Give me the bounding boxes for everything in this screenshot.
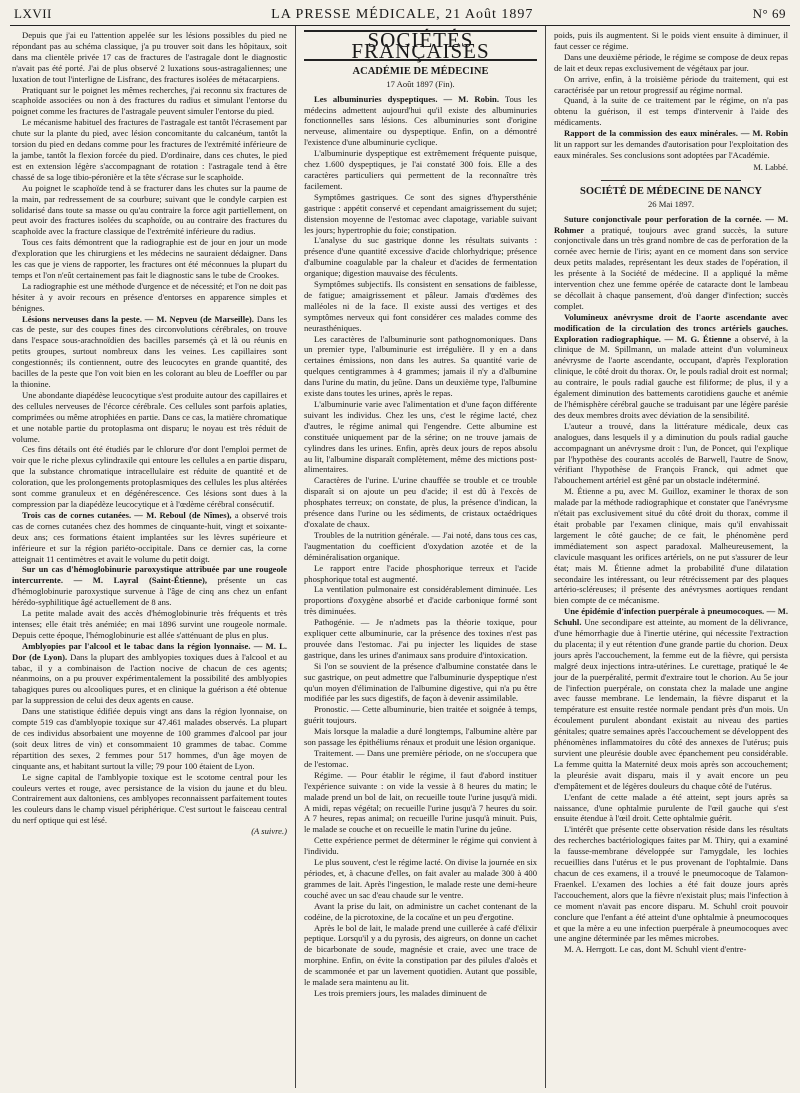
article-heading: Les albuminuries dyspeptiques. — M. Robin.: [314, 93, 499, 104]
journal-title: LA PRESSE MÉDICALE, 21 Août 1897: [271, 7, 534, 22]
article-heading: Lésions nerveuses dans la peste. — M. Nepveu (de Marseille).: [22, 313, 254, 324]
article-text: Tous les médecins admettent aujourd'hui qu'il existe des albuminuries fonctionnelles sans lésions. Ces albuminuries sont d'origine nerveuse, alimentaire ou dyspeptique. Enfin, on a démontré l'existence d'une albuminurie cyclique.: [304, 93, 537, 148]
article-text: a observé, à la clinique de M. Spillmann, un malade atteint d'un volumineux anévrysme de l'aorte ascendante, occupant, d'après l'exploration clinique, le côté droit du thorax. Or, le pouls radial droit est normal; au contraire, le pouls radial gauche est filiforme; de plus, il y a également diminution des battements carotidiens gauche et anémie de l'hémisphère cérébral gauche se traduisant par une légère parésie des deux membres droits avec déviation de la sensibilité.: [554, 333, 788, 420]
column-middle: [296, 26, 546, 1088]
paragraph: Traitement. — Dans une première période, on ne s'occupera que de l'estomac.: [304, 748, 537, 769]
paragraph: Mais lorsque la maladie a duré longtemps, l'albumine altère par son passage les épithéliums rénaux et produit une lésion organique.: [304, 726, 537, 748]
paragraph: L'intérêt que présente cette observation réside dans les résultats des recherches bactériologiques faites par M. Thiry, qui a examiné la fausse-membrane développée sur l'amygdale, les lochies recueillies dans l'utérus et le pus provenant de l'ophtalmie. Dans chacun de ces examens, il a trouvé le pneumocoque de Talamon-Fraenkel. L'examen des lochies a été fait douze jours après l'accouchement, alors que la fièvre n'existait plus; mais l'infection à ce moment n'avait pas encore disparu. M. Schuhl croit pouvoir conclure que l'enfant a été atteint d'une ophtalmie à pneumocoques et que la mère a eu une infection puerpérale à pneumocoques avec une angine déterminée par les mêmes microbes.: [554, 824, 788, 944]
article-entry: [554, 606, 788, 791]
session-date: 26 Mai 1897.: [647, 198, 695, 209]
paragraph: poids, puis ils augmentent. Si le poids vient ensuite à diminuer, il faut cesser ce régime.: [554, 30, 788, 51]
paragraph: L'albuminurie dyspeptique est extrêmement fréquente puisque, chez 1.600 dyspeptiques, je l'ai constaté 300 fois. Elle a des caractères particuliers qui permettent de la reconnaître très facilement.: [304, 148, 537, 191]
paragraph: On arrive, enfin, à la troisième période du traitement, qui est caractérisée par un retour progressif au régime normal.: [554, 73, 788, 95]
paragraph: Depuis que j'ai eu l'attention appelée sur les lésions possibles du pied ne répondant pas au schéma classique, j'a pu trouver soit dans les hôpitaux, soit dans ma clientèle privée 17 cas de fractures de l'astragale dont le diagnostic n'avait pas été porté. J'ai de plus observé 2 luxations sous-astragaliennes; une luxation de tout l'interligne de Lisfranc, des fractures isolées de métacarpiens.: [12, 30, 287, 84]
paragraph: Quand, à la suite de ce traitement par le régime, on n'a pas obtenu la guérison, il est temps d'intervenir à l'aide des médicaments.: [554, 95, 788, 128]
paragraph: Le rapport entre l'acide phosphorique terreux et l'acide phosphorique total est augmenté.: [304, 562, 537, 584]
paragraph: Dans une deuxième période, le régime se compose de deux repas de lait et deux repas exclusivement de végétaux par jour.: [554, 51, 788, 73]
article-text: Dans les cas de peste, sur des coupes fines des circonvolutions cérébrales, on trouve dans l'espace sous-arachnoïdien des bacilles parsemés çà et là ou réunis en petits groupes, surtout nombreux dans les veines. Les capillaires sont congestionnés; ils contiennent, outre des leucocytes en grande quantité, des bacilles de la peste que l'on voit bien en les colorant au bleu de Loeffler ou par la thionine.: [12, 313, 287, 389]
paragraph: Une abondante diapédèse leucocytique s'est produite autour des capillaires et des cellules nerveuses de l'écorce cérébrale. Ces cellules sont parfois aplaties, comprimées ou même atrophiées en partie. Dans ce cas, la matière chromatique et une notable partie du protoplasma ont disparu; le noyau est très réduit de volume.: [12, 389, 287, 444]
paragraph: Le signe capital de l'amblyopie toxique est le scotome central pour les couleurs vertes et rouge, avec persistance de la vision du jaune et du bleu. Contrairement aux daltoniens, ces amblyopes reconnaissent parfaitement toutes les couleurs dans le champ visuel périphérique. C'est surtout le faisceau central du nerf optique qui est lésé.: [12, 771, 287, 826]
paragraph: La petite malade avait des accès d'hémoglobinurie très fréquents et très intenses; elle était très anémiée; en mai 1896 survint une rougeole normale. Depuis cette époque, l'hémoglobinurie est allée s'atténuant de plus en plus.: [12, 608, 287, 640]
paragraph: La radiographie est une méthode d'urgence et de nécessité; et l'on ne doit pas hésiter à y avoir recours en présence d'entorses en apparence simples et bénignes.: [12, 280, 287, 313]
paragraph: Régime. — Pour établir le régime, il faut d'abord instituer l'expérience suivante : on vide la vessie à 8 heures du matin; le malade prend un bol de lait, on recueille toute l'urine jusqu'à midi. A midi, repas végétal; on recueille l'urine jusqu'à 7 heures du soir. A 7 heures, repas animal; on recueille l'urine jusqu'à minuit. Puis, le malade se couche et on recueille le matin l'urine du jeûne.: [304, 769, 537, 835]
society-heading: ACADÉMIE DE MÉDECINE: [352, 65, 489, 77]
author-signature: M. Labbé.: [753, 162, 788, 172]
paragraph: Les trois premiers jours, les malades diminuent de: [314, 987, 487, 998]
paragraph: L'enfant de cette malade a été atteint, sept jours après sa naissance, d'une ophtalmie purulente de l'œil gauche qui s'est ensuite étendue à l'œil droit. Cette ophtalmie guérit.: [554, 791, 788, 824]
session-date: 17 Août 1897 (Fin).: [386, 78, 455, 89]
paragraph: Après le bol de lait, le malade prend une cuillerée à café d'élixir peptique. Lorsqu'il y a du pyrosis, des aigreurs, on donne un cachet de bicarbonate de soude, magnésie et craie, avec une trace de morphine. Enfin, on évite la constipation par des pilules d'aloès et de scammonée et par un lavement quotidien. Autant que possible, le malade sera maintenu au lit.: [304, 922, 537, 988]
column-left: [10, 26, 296, 1088]
article-entry: [304, 94, 537, 149]
volume-number: LXVII: [14, 6, 52, 21]
article-entry: [12, 314, 287, 390]
paragraph: Pathogénie. — Je n'admets pas la théorie toxique, pour expliquer cette albuminurie, car la présence des toxines n'est pas prouvée dans l'estomac. J'ai pu injecter les liquides de stase gastrique, dans les urines d'animaux sans produire d'intoxication.: [304, 617, 537, 660]
article-entry: [554, 312, 788, 421]
article-heading: Volumineux anévrysme droit de l'aorte ascendante avec modification de la circulation des troncs artériels gauches. Exploration radiographique. — M. G. Étienne: [554, 311, 788, 344]
society-heading: SOCIÉTÉ DE MÉDECINE DE NANCY: [579, 185, 763, 197]
paragraph: Cette expérience permet de déterminer le régime qui convient à l'individu.: [304, 835, 537, 857]
paragraph: Tous ces faits démontrent que la radiographie est de jour en jour un mode d'exploration que les chirurgiens et les médecins ne sauraient dédaigner. Dans les cas que je viens de rapporter, les fractures ont été méconnues la plupart du temps et l'on n'eût certainement pas fait le diagnostic sans le tube de Crookes.: [12, 237, 287, 280]
paragraph: Pronostic. — Cette albuminurie, bien traitée et soignée à temps, guérit toujours.: [304, 704, 537, 726]
article-entry: [12, 564, 287, 608]
article-text: lit un rapport sur les demandes d'autorisation pour l'exploitation des eaux minérales. Ses conclusions sont adoptées par l'Académie.: [554, 139, 788, 160]
article-heading: Suture conjonctivale pour perforation de la cornée. — M. Rohmer: [554, 213, 788, 235]
column-right: [546, 26, 790, 1088]
paragraph: Le mécanisme habituel des fractures de l'astragale est tantôt l'écrasement par chute sur la plante du pied, avec lésion concomitante du calcanéum, tantôt la torsion du pied en dedans comme pour les fractures de l'extrémité inférieure de la jambe, tantôt la flexion forcée du pied. D'ordinaire, dans ces chutes, le pied est en extension légère s'accompagnant de rotation : l'astragale tend à être chassé de sa loge tibio-péronière et la tête s'écrase sur le scaphoïde.: [12, 117, 287, 182]
article-text: a pratiqué, toujours avec grand succès, la suture conjonctivale dans un très grand nombre de cas de perforation de la cornée avec hernie de l'iris; ayant en ce moment dans son service deux petits malades, représentant les deux stades de l'opération, il les présente à la Société de médecine. Il a appliqué la même intervention chez une femme opérée de cataracte dont le lambeau se décollait à chaque pansement, d'où danger d'infection; succès complet.: [554, 224, 788, 311]
article-text: Une secondipare est atteinte, au moment de la délivrance, d'une hémorrhagie due à l'inertie utérine, qui nécessite l'extraction du placenta; il y eut rétention d'une grande partie du chorion. Deux jours après l'accouchement, la femme eut de la fièvre, qui persista malgré deux injections intra-utérines. Le curettage, pratiqué le 4e jour de la puerpéralité, permit d'extraire tout le chorion. Au 5e jour de l'infection puerpérale, on constata chez la malade une angine avec fausse membrane. Le lendemain, la fièvre disparut et la température est ensuite restée normale pendant près d'un mois. Un écoulement purulent abondant existait au niveau des parties génitales; quatre semaines après l'accouchement se développent des phénomènes inflammatoires du côté des annexes de l'utérus; puis survient une pleurésie double avec épanchement peu considérable. La femme quitta la Maternité deux mois après son accouchement; la pleurésie avait disparu, mais il y avait encore un peu d'empâtement et de légères douleurs du chaque côté de l'utérus.: [554, 617, 788, 791]
article-heading: Amblyopies par l'alcool et le tabac dans la région lyonnaise. — M. L. Dor (de Lyon).: [12, 640, 287, 662]
paragraph: Symptômes gastriques. Ce sont des signes d'hypersthénie gastrique : appétit conservé et cependant amaigrissement du sujet; distension moyenne de l'estomac avec clapotage, variable suivant les jours; hypertrophie du foie; constipation.: [304, 191, 537, 235]
paragraph: M. Étienne a pu, avec M. Guilloz, examiner le thorax de son malade par la méthode radiographique et constater que l'anévrysme n'était pas exclusivement situé du côté droit du thorax, comme il était probable par l'examen clinique, mais qu'il envahissait largement le côté gauche; de ce fait, le phénomène perd immédiatement son aspect paradoxal. Malheureusement, la clavicule masquant les orifices artériels, on ne put s'assurer de leur état; mais M. Étienne admet la probabilité d'une dilatation secondaire les intéressant, ou leur rétrécissement par des plaques artério-scléreuses; il présente des anévrysmes aortiques rendant bien compte de ce mécanisme.: [554, 486, 788, 606]
paragraph: L'albuminurie varie avec l'alimentation et d'une façon différente suivant les individus. Chez les uns, c'est le régime lacté, chez d'autres, le régime animal qui l'engendre. Cette albumine est constituée uniquement par de la sérine; on ne trouve jamais de cylindres dans les urines. Enfin, après deux jours de repos absolu au lit, l'albumine disparaît complètement, même des mictions post-alimentaires.: [304, 399, 537, 475]
article-entry: [554, 214, 788, 312]
article-entry: [12, 510, 287, 565]
paragraph: Ces fins détails ont été étudiés par le chlorure d'or dont l'emploi permet de voir que le riche plexus cylindraxile qui entoure les cellules a en partie disparu, que la substance chromatique intracellulaire est réduite de quantité et de coloration, que les prolongements protoplasmiques des cellules les plus altérées sont comme granuleux et en dégénérescence. Ces lésions sont dues à la compression par la diapédèze leucocytique et à l'œdème cérébral consécutif.: [12, 444, 287, 509]
section-title: SOCIÉTÉS FRANÇAISES: [304, 30, 537, 61]
paragraph: L'analyse du suc gastrique donne les résultats suivants : présence d'une quantité excessive d'acide chlorhydrique; présence d'albumine coagulable par la chaleur et d'acides de fermentation organique; digestion mauvaise des féculents.: [304, 235, 537, 279]
paragraph: La ventilation pulmonaire est considérablement diminuée. Les proportions d'oxygène absorbé et d'acide carbonique formé sont très diminuées.: [304, 584, 537, 617]
masthead: [10, 4, 790, 26]
article-entry: [554, 128, 788, 161]
article-heading: Rapport de la commission des eaux minérales. — M. Robin: [564, 128, 788, 139]
paragraph: L'auteur a trouvé, dans la littérature médicale, deux cas analogues, dans lesquels il y a diminution du pouls radial gauche accompagnant un anévrysme droit : l'un, de Poncet, qui l'explique par l'hypothèse des courants accolés de Barwell, l'autre de Snow, vérifiant l'hypothèse de François Franck, qui admet que l'abouchement artériel est gêné par un obstacle indéterminé.: [554, 420, 788, 486]
paragraph: Les caractères de l'albuminurie sont pathognomoniques. Dans un premier type, l'albuminurie est irrégulière. Il y en a dans certaines émissions, non dans les autres. Sa quantité varie de quelques centigrammes à 4 grammes; jamais il n'y a d'albumine dans l'urine du matin, du jeûne. Dans un deuxième type, l'albumine existe dans toutes les urines, après le repas.: [304, 333, 537, 399]
paragraph: Caractères de l'urine. L'urine chauffée se trouble et ce trouble disparaît si on ajoute un peu d'acide; il est dû à l'excès de phosphates terreux; on constate, de plus, la présence d'indican, la présence dans l'urine ou les sédiments, de cristaux octaédriques d'oxalate de chaux.: [304, 475, 537, 529]
paragraph: Si l'on se souvient de la présence d'albumine constatée dans le suc gastrique, on peut admettre que l'albuminurie dyspeptique n'est qu'un moyen d'élimination de l'albumine digestive, qui n'a pu être modifiée par les sucs digestifs, de façon à devenir assimilable.: [304, 660, 537, 704]
article-heading: Une épidémie d'infection puerpérale à pneumocoques. — M. Schuhl.: [554, 606, 788, 628]
paragraph: Avant la prise du lait, on administre un cachet contenant de la codéine, de la picrotoxine, de la cocaïne et un peu d'ergotine.: [304, 900, 537, 922]
paragraph: Troubles de la nutrition générale. — J'ai noté, dans tous ces cas, l'augmentation du coefficient d'oxydation azotée et de la déminéralisation organique.: [304, 529, 537, 562]
paragraph: Le plus souvent, c'est le régime lacté. On divise la journée en six périodes, et, à chacune d'elles, on fait avaler au malade 300 à 400 grammes de lait. Après l'ingestion, le malade reste une demi-heure couché avec un sac d'eau chaude sur le ventre.: [304, 857, 537, 900]
divider: [601, 180, 741, 181]
paragraph: Au poignet le scaphoïde tend à se fracturer dans les chutes sur la paume de la main, par redressement de sa courbure; suivant que le condyle carpien est solidarisé dans toute sa masse ou qu'au contraire la force agit partiellement, on peut avoir des fractures isolées du scaphoïde, ou au contraire des fractures du scaphoïde avec la fracture classique de l'extrémité inférieure du radius.: [12, 182, 287, 237]
paragraph: Symptômes subjectifs. Ils consistent en sensations de faiblesse, de fatigue; amaigrissement et pâleur. Jamais d'œdèmes des malléoles ni de la face. Il existe aussi des vertiges et des symptômes nerveux qui font considérer ces malades comme des neurasthéniques.: [304, 279, 537, 333]
paragraph: M. A. Herrgott. Le cas, dont M. Schuhl vient d'entre-: [564, 944, 747, 955]
to-be-continued: (A suivre.): [251, 826, 287, 837]
article-heading: Trois cas de cornes cutanées. — M. Reboul (de Nîmes),: [22, 509, 232, 520]
article-text: a observé trois cas de cornes cutanées chez des hommes de cinquante-huit, vingt et soixante-deux ans; ces formations étaient implantées sur les lèvres supérieure et inférieure et sur la région pariéto-occipitale. Dans ce dernier cas, la corne atteignait 11 centimètres et avait le volume du petit doigt.: [12, 509, 287, 564]
article-text: présente un cas d'hémoglobinurie paroxystique survenue à l'âge de cinq ans chez un enfant hérédo-syphilitique âgé actuellement de 8 ans.: [12, 575, 287, 608]
paragraph: Dans une statistique édifiée depuis vingt ans dans la région lyonnaise, on compte 519 cas d'amblyopie toxique sur 47.461 malades observés. La plupart de ces individus absorbaient une moyenne de 100 grammes d'alcool par jour (soit deux litres de vin) et consommaient 10 grammes de tabac. Comme répartition des sexes, 2 femmes pour 517 hommes, d'un âge moyen de cinquante ans, et habitant surtout la ville; 79 pour 100 étaient de Lyon.: [12, 706, 287, 771]
paragraph: Pratiquant sur le poignet les mêmes recherches, j'ai reconnu six fractures de scaphoïde associées ou non à des fractures du radius et simulant l'entorse du poignet comme les fractures de l'astragale peuvent simuler l'entorse du pied.: [12, 84, 287, 117]
issue-number: N° 69: [752, 6, 786, 21]
article-text: Dans la plupart des amblyopies toxiques dues à l'alcool et au tabac, il y a combinaison de l'action nocive de chacun de ces agents; néanmoins, on a pu prouver expérimentalement la possibilité des amblyopies tabagiques pures ou alcooliques pures, et en clinique la guérison a été obtenue par la suppression de celui des deux agents en cause.: [12, 651, 287, 706]
article-entry: [12, 641, 287, 706]
article-heading: Sur un cas d'hémoglobinurie paroxystique attribuée par une rougeole intercurrente. — M. Layral (Saint-Étienne),: [12, 564, 287, 586]
